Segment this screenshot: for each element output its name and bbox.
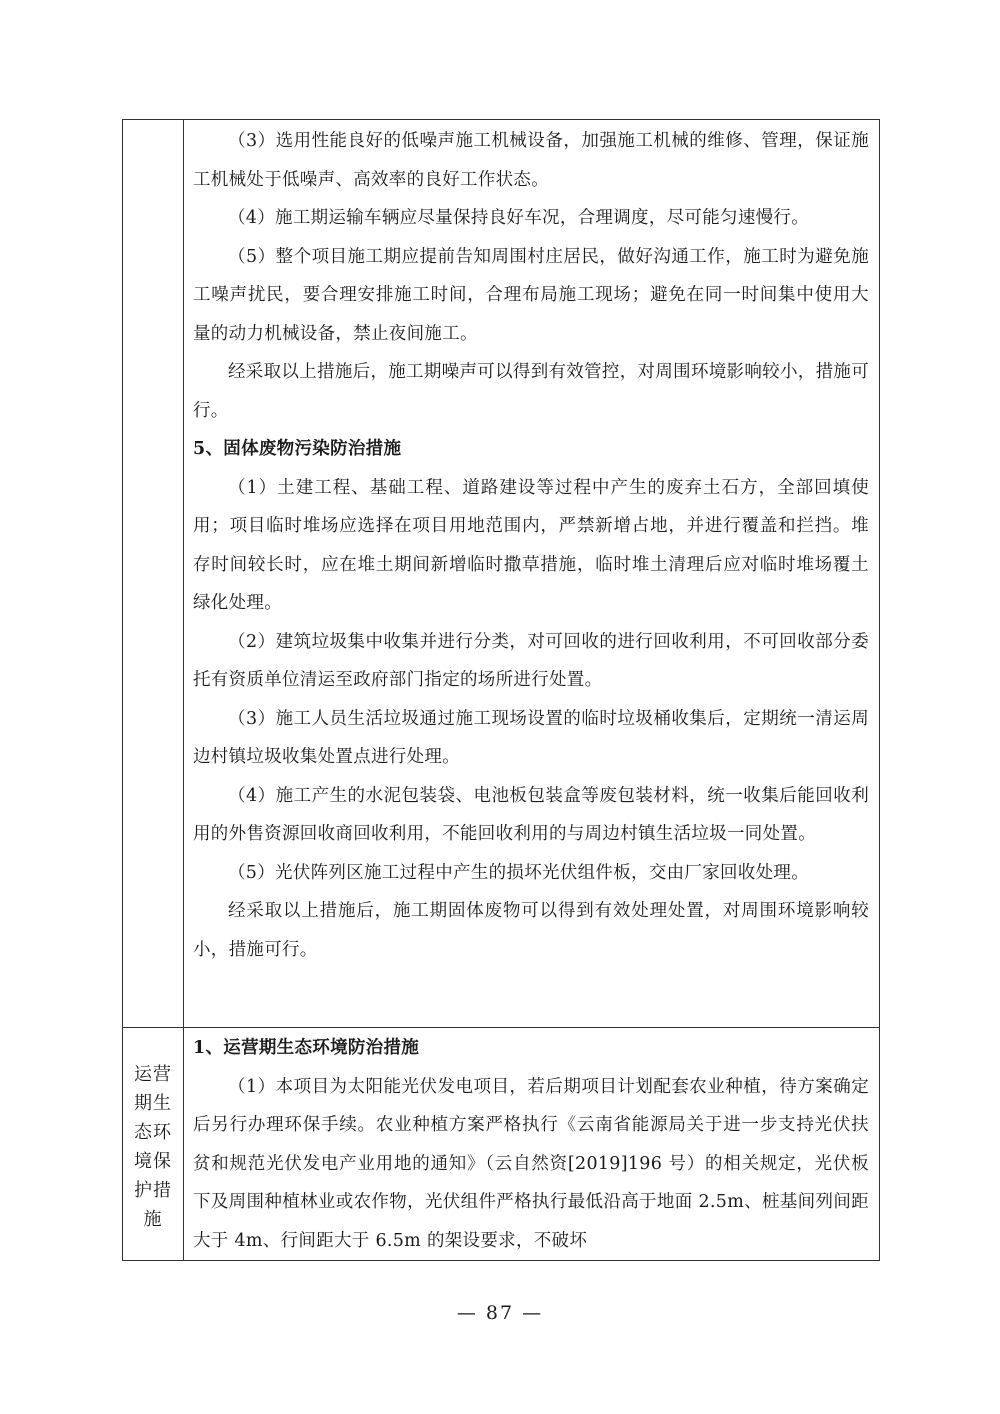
paragraph: （4）施工期运输车辆应尽量保持良好车况，合理调度，尽可能匀速慢行。 (228, 208, 810, 228)
operation-measures-cell (193, 1029, 869, 1260)
label-line: 期生 (134, 1093, 172, 1114)
label-line: 态环 (134, 1122, 172, 1143)
label-line: 运营 (134, 1064, 172, 1085)
paragraph: （3）施工人员生活垃圾通过施工现场设置的临时垃圾桶收集后，定期统一清运周边村镇垃圾收集处置点进行处理。 (193, 708, 869, 767)
content-table (122, 119, 880, 1261)
section-heading: 5、固体废物污染防治措施 (193, 439, 402, 459)
paragraph: （4）施工产生的水泥包装袋、电池板包装盒等废包装材料，统一收集后能回收利用的外售资源回收商回收利用，不能回收利用的与周边村镇生活垃圾一同处置。 (193, 785, 869, 844)
page-number: — 87 — (456, 1302, 544, 1324)
label-line: 护措 (134, 1180, 172, 1201)
column-divider (183, 120, 184, 1260)
label-line: 施 (143, 1209, 163, 1230)
paragraph: 经采取以上措施后，施工期固体废物可以得到有效处理处置，对周围环境影响较小，措施可行。 (193, 901, 869, 960)
section-heading: 1、运营期生态环境防治措施 (193, 1038, 420, 1058)
paragraph: （5）整个项目施工期应提前告知周围村庄居民，做好沟通工作，施工时为避免施工噪声扰民，要合理安排施工时间，合理布局施工现场；避免在同一时间集中使用大量的动力机械设备，禁止夜间施工。 (193, 246, 869, 344)
label-line: 境保 (134, 1151, 172, 1172)
paragraph: （1）土建工程、基础工程、道路建设等过程中产生的废弃土石方，全部回填使用；项目临时堆场应选择在项目用地范围内，严禁新增占地，并进行覆盖和拦挡。堆存时间较长时，应在堆土期间新增临时撒草措施，临时堆土清理后应对临时堆场覆土绿化处理。 (193, 477, 869, 613)
row-divider (123, 1027, 879, 1028)
construction-measures-cell (193, 122, 869, 969)
paragraph: （3）选用性能良好的低噪声施工机械设备，加强施工机械的维修、管理，保证施工机械处于低噪声、高效率的良好工作状态。 (193, 131, 869, 190)
paragraph: （2）建筑垃圾集中收集并进行分类，对可回收的进行回收利用，不可回收部分委托有资质单位清运至政府部门指定的场所进行处置。 (193, 631, 869, 690)
paragraph: （5）光伏阵列区施工过程中产生的损坏光伏组件板，交由厂家回收处理。 (228, 862, 810, 883)
paragraph: （1）本项目为太阳能光伏发电项目，若后期项目计划配套农业种植，待方案确定后另行办理环保手续。农业种植方案严格执行《云南省能源局关于进一步支持光伏扶贫和规范光伏发电产业用地的通知》（云自然资[2019]196 号）的相关规定，光伏板下及周围种植林业或农作物，光伏组件严格执行最低沿高于地面 2.5m、桩基间列间距大于 4m、行间距大于 6.5m 的架设要求，不破坏 (193, 1076, 869, 1251)
paragraph: 经采取以上措施后，施工期噪声可以得到有效管控，对周围环境影响较小，措施可行。 (193, 362, 869, 421)
row-label-operation-period (123, 1060, 183, 1234)
